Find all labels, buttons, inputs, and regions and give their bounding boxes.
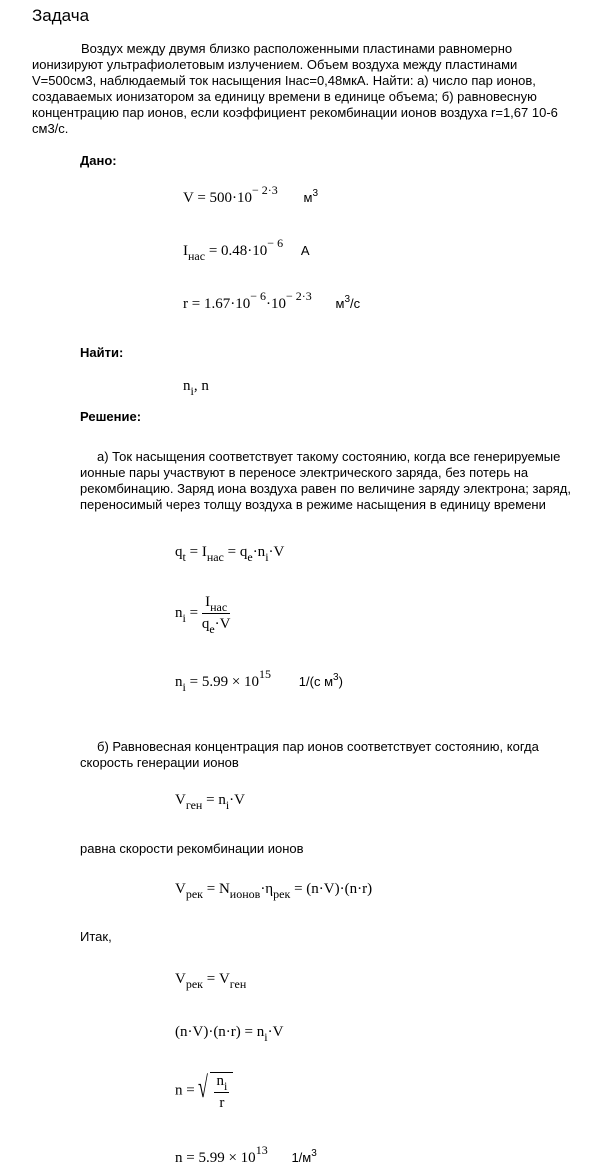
given-heading: Дано: bbox=[80, 153, 117, 168]
math-value: 500·10 bbox=[209, 190, 253, 206]
math-operator: = bbox=[185, 674, 202, 690]
math-operator: = bbox=[205, 243, 222, 259]
part-a-line: рекомбинацию. Заряд иона воздуха равен по величине заряду электрона; заряд, bbox=[80, 481, 571, 496]
math-symbol: I bbox=[183, 243, 188, 259]
unit-label bbox=[304, 190, 319, 205]
math-exponent: 13 bbox=[255, 1143, 268, 1157]
math-value: 1.67·10 bbox=[203, 296, 251, 312]
math-symbol: ·V bbox=[229, 792, 245, 808]
equation-ni-fraction bbox=[175, 594, 231, 636]
math-subscript: нас bbox=[188, 249, 206, 263]
math-symbol: n bbox=[216, 1073, 224, 1089]
math-symbol: V bbox=[175, 792, 186, 808]
math-exponent: 15 bbox=[259, 667, 272, 681]
given-current-equation bbox=[183, 236, 310, 263]
unit-text: /с bbox=[350, 296, 361, 311]
math-symbol: I bbox=[205, 594, 211, 610]
math-symbol: V bbox=[175, 881, 186, 897]
math-symbol: n bbox=[175, 604, 183, 621]
math-subscript: e bbox=[209, 622, 215, 636]
square-root bbox=[198, 1070, 233, 1112]
math-subscript: нас bbox=[206, 550, 224, 564]
given-volume-equation bbox=[183, 183, 319, 207]
part-b-line: б) Равновесная концентрация пар ионов соответствует состоянию, когда bbox=[97, 739, 539, 754]
equation-rates-equal bbox=[175, 971, 247, 991]
math-symbol: ·V bbox=[214, 616, 231, 632]
equation-ni-result bbox=[175, 667, 343, 694]
math-symbol: I bbox=[201, 544, 207, 560]
unit-label bbox=[336, 296, 361, 311]
math-operator: = bbox=[185, 544, 202, 560]
math-symbol: ·V bbox=[267, 1024, 284, 1040]
unit-text: ) bbox=[338, 674, 343, 689]
unit-exponent: 3 bbox=[311, 1148, 317, 1159]
fraction-numerator bbox=[202, 594, 231, 614]
recombination-text: равна скорости рекомбинации ионов bbox=[80, 841, 304, 856]
math-operator: = N bbox=[203, 881, 230, 897]
math-subscript: i bbox=[225, 798, 230, 812]
problem-line: V=500см3, наблюдаемый ток насыщения Iнас=0,48мкА. Найти: а) число пар ионов, bbox=[32, 73, 536, 88]
math-symbol: q bbox=[175, 544, 183, 560]
math-value: 0.48·10 bbox=[221, 243, 268, 259]
math-symbol: n bbox=[183, 378, 191, 394]
math-subscript: нас bbox=[210, 600, 228, 614]
math-subscript: рек bbox=[273, 887, 291, 901]
math-value: 5.99 × 10 bbox=[201, 674, 260, 690]
math-subscript: i bbox=[182, 680, 186, 694]
math-symbol: (n·V)·(n·r) = n bbox=[175, 1024, 265, 1040]
math-subscript: ионов bbox=[229, 887, 261, 901]
math-symbol: ·η bbox=[260, 881, 274, 897]
part-b-text bbox=[80, 739, 539, 771]
find-heading: Найти: bbox=[80, 345, 124, 360]
math-symbol: q bbox=[201, 616, 210, 632]
math-operator: = V bbox=[203, 971, 230, 987]
unit-exponent: 3 bbox=[312, 188, 319, 199]
math-value: ·10 bbox=[266, 296, 286, 312]
fraction bbox=[201, 594, 231, 636]
equation-n-result bbox=[175, 1143, 317, 1167]
given-recombination-equation bbox=[183, 289, 361, 313]
math-symbol: ·V bbox=[268, 544, 285, 560]
unit-text: м bbox=[335, 296, 345, 311]
fraction-denominator: r bbox=[219, 1095, 225, 1111]
math-subscript: e bbox=[247, 550, 253, 564]
part-b-line: скорость генерации ионов bbox=[80, 755, 239, 770]
problem-line: Воздух между двумя близко расположенными пластинами равномерно bbox=[81, 41, 513, 56]
solution-heading: Решение: bbox=[80, 409, 142, 424]
math-subscript: i bbox=[182, 610, 186, 625]
math-operator: = bbox=[182, 1082, 199, 1099]
math-subscript: рек bbox=[185, 887, 203, 901]
math-operator: = bbox=[182, 1150, 199, 1166]
math-symbol: ·n bbox=[252, 544, 266, 560]
math-exponent: − 6 bbox=[250, 289, 266, 303]
unit-label: А bbox=[300, 243, 310, 258]
math-subscript: i bbox=[190, 384, 194, 398]
math-symbol: n bbox=[175, 674, 183, 690]
itak-text: Итак, bbox=[80, 929, 112, 944]
math-symbol: n bbox=[175, 1082, 183, 1099]
part-a-line: переносимый через толщу воздуха в режиме насыщения в единицу времени bbox=[80, 497, 546, 512]
problem-line: ионизируют ультрафиолетовым излучением. Объем воздуха между пластинами bbox=[32, 57, 518, 72]
math-exponent: − 2·3 bbox=[286, 289, 312, 303]
math-operator: = bbox=[223, 544, 240, 560]
unit-text: 1/(с м bbox=[298, 674, 334, 689]
problem-line: концентрацию пар ионов, если коэффициент рекомбинации ионов воздуха r=1,67 10-6 bbox=[32, 105, 558, 120]
unit-text: м bbox=[303, 190, 313, 205]
radicand bbox=[210, 1072, 233, 1112]
math-symbol: r bbox=[183, 296, 188, 312]
math-subscript: рек bbox=[185, 977, 203, 991]
fraction-numerator bbox=[214, 1073, 229, 1093]
math-subscript: ген bbox=[185, 798, 203, 812]
unit-exponent: 3 bbox=[344, 294, 351, 305]
math-value: 5.99 × 10 bbox=[198, 1150, 256, 1166]
math-subscript: i bbox=[265, 550, 269, 564]
part-a-text bbox=[80, 449, 571, 513]
equation-recombination-rate bbox=[175, 881, 373, 901]
part-a-line: ионные пары участвуют в переносе электрического заряда, без потерь на bbox=[80, 465, 529, 480]
unit-label bbox=[299, 674, 343, 689]
math-exponent: − 6 bbox=[267, 236, 284, 250]
unit-label bbox=[291, 1150, 316, 1165]
math-symbol: n bbox=[175, 1150, 183, 1166]
equation-charge bbox=[175, 544, 285, 564]
math-subscript: t bbox=[182, 550, 186, 564]
problem-line: см3/с. bbox=[32, 121, 69, 136]
fraction-denominator bbox=[201, 614, 231, 636]
math-subscript: i bbox=[223, 1079, 228, 1093]
math-operator: = bbox=[185, 604, 202, 621]
problem-line: создаваемых ионизатором за единицу времени в единице объема; б) равновесную bbox=[32, 89, 537, 104]
math-symbol: = (n·V)·(n·r) bbox=[290, 881, 373, 897]
page-title: Задача bbox=[32, 6, 90, 25]
unit-text: 1/м bbox=[291, 1150, 312, 1165]
equation-generation-rate bbox=[175, 792, 245, 812]
find-unknowns bbox=[183, 378, 209, 398]
equation-sqrt bbox=[175, 1070, 233, 1112]
radical-sign-icon: √ bbox=[198, 1071, 209, 1104]
part-a-line: а) Ток насыщения соответствует такому состоянию, когда все генерируемые bbox=[97, 449, 561, 464]
math-symbol: V bbox=[183, 190, 194, 206]
math-operator: = n bbox=[202, 792, 226, 808]
equation-balance bbox=[175, 1024, 284, 1044]
unit-exponent: 3 bbox=[333, 672, 339, 683]
math-operator: = bbox=[188, 296, 204, 312]
math-symbol: q bbox=[239, 544, 248, 560]
math-subscript: ген bbox=[229, 977, 247, 991]
fraction bbox=[214, 1073, 229, 1112]
problem-statement bbox=[32, 41, 558, 137]
math-operator: = bbox=[193, 190, 210, 206]
math-subscript: i bbox=[264, 1030, 268, 1044]
math-exponent: − 2·3 bbox=[252, 183, 278, 197]
math-symbol: V bbox=[175, 971, 186, 987]
math-symbol: , n bbox=[193, 378, 209, 394]
